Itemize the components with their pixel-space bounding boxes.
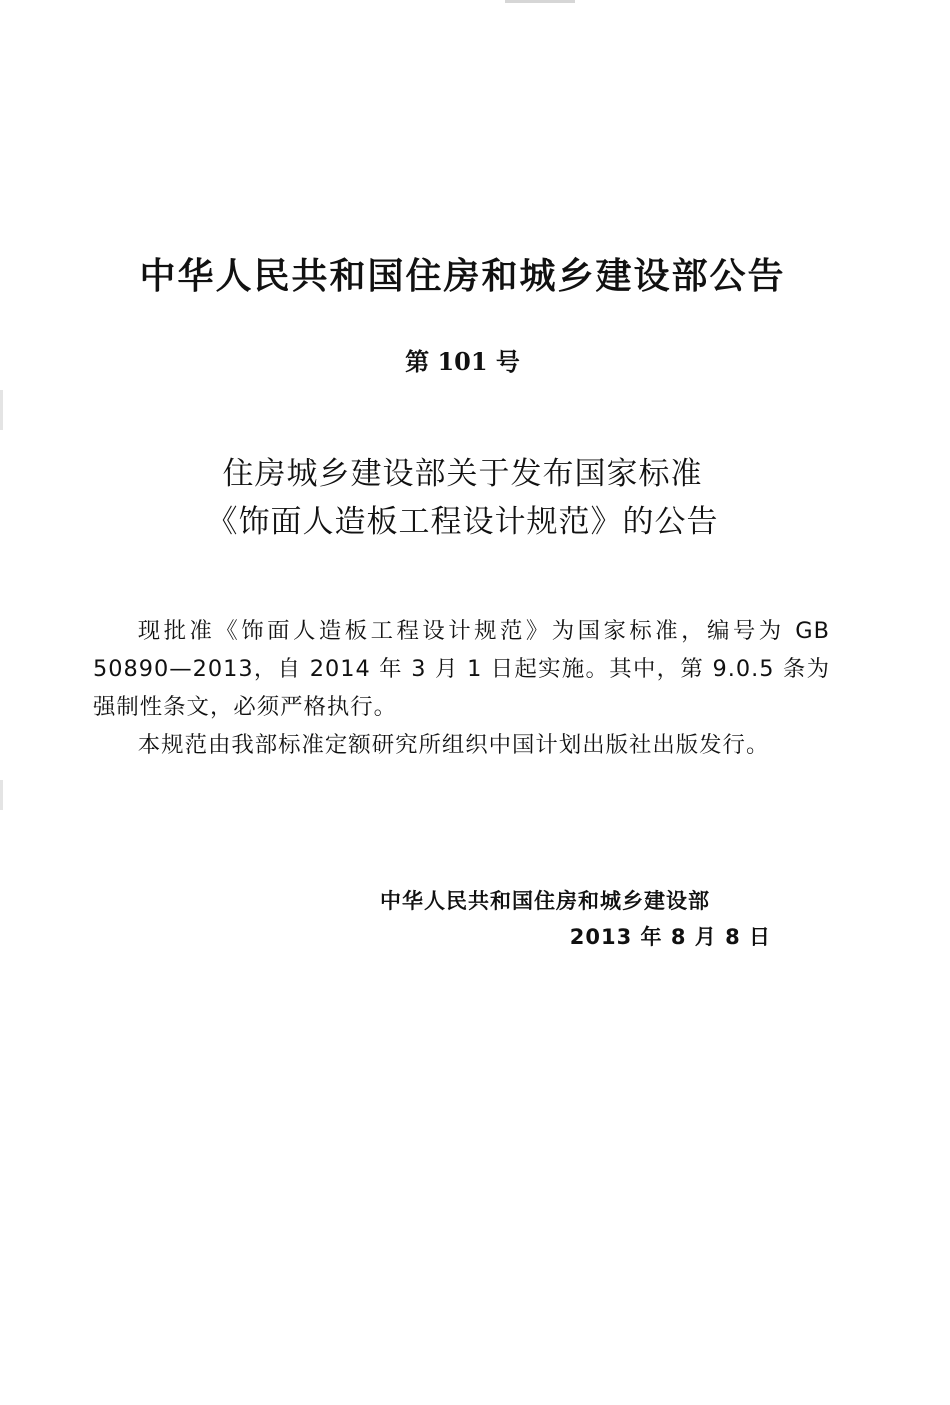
signature-block (380, 883, 775, 955)
subtitle-line-2: 《饰面人造板工程设计规范》的公告 (206, 504, 719, 540)
announcement-title: 中华人民共和国住房和城乡建设部公告 (139, 256, 786, 297)
announcement-subtitle (0, 450, 925, 546)
scan-edge-mark (0, 390, 3, 430)
announcement-number: 第 101 号 (405, 347, 520, 376)
body-paragraph-2: 本规范由我部标准定额研究所组织中国计划出版社出版发行。 (137, 732, 770, 758)
issuing-organization: 中华人民共和国住房和城乡建设部 (380, 889, 710, 913)
scan-edge-mark (0, 780, 3, 810)
body-paragraph-1: 现批准《饰面人造板工程设计规范》为国家标准，编号为 GB 50890—2013，自 2014 年 3 月 1 日起实施。其中，第 9.0.5 条为强制性条文，必须严格执行。 (93, 618, 830, 720)
scan-mark (505, 0, 575, 3)
announcement-body (93, 612, 830, 764)
issue-date: 2013 年 8 月 8 日 (569, 925, 771, 949)
subtitle-line-1: 住房城乡建设部关于发布国家标准 (222, 456, 703, 492)
